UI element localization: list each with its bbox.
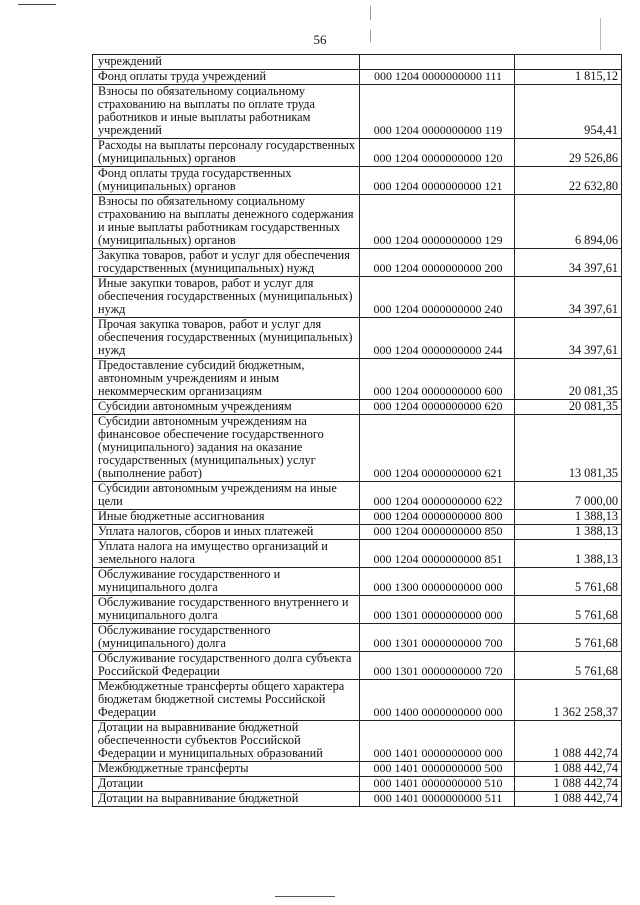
table-row [93,540,622,568]
row-code: 000 1204 0000000000 600 [360,359,515,400]
row-code: 000 1400 0000000000 000 [360,680,515,721]
table-row [93,680,622,721]
table-row [93,721,622,762]
row-name: Обслуживание государственного (муниципального) долга [98,623,271,650]
row-code: 000 1401 0000000000 500 [360,762,515,777]
row-name-cell [93,85,360,139]
row-amount: 34 397,61 [515,277,622,318]
page-number: 56 [313,32,327,47]
row-name-cell [93,652,360,680]
row-name: Иные бюджетные ассигнования [98,509,265,523]
row-name: Межбюджетные трансферты [98,761,249,775]
row-code: 000 1204 0000000000 129 [360,195,515,249]
row-name: Межбюджетные трансферты общего характера бюджетам бюджетной системы Российской Федерации [98,679,345,719]
table-row [93,482,622,510]
table-row [93,139,622,167]
row-code: 000 1204 0000000000 119 [360,85,515,139]
row-name: Расходы на выплаты персоналу государственных (муниципальных) органов [98,138,356,165]
row-name-cell [93,359,360,400]
row-code: 000 1301 0000000000 000 [360,596,515,624]
row-code: 000 1204 0000000000 851 [360,540,515,568]
row-name-cell [93,415,360,482]
row-name-cell [93,70,360,85]
table-row [93,195,622,249]
row-name: Взносы по обязательному социальному страхованию на выплаты по оплате труда работников и иные выплаты работникам учреждений [98,84,316,137]
table-row [93,652,622,680]
row-name: Дотации [98,776,144,790]
row-amount: 6 894,06 [515,195,622,249]
row-name: Закупка товаров, работ и услуг для обеспечения государственных (муниципальных) нужд [98,248,350,275]
row-amount: 29 526,86 [515,139,622,167]
table-row [93,249,622,277]
row-name: Фонд оплаты труда учреждений [98,69,267,83]
row-amount: 1 088 442,74 [515,777,622,792]
table-row [93,510,622,525]
row-code: 000 1204 0000000000 850 [360,525,515,540]
row-name: Предоставление субсидий бюджетным, автономным учреждениям и иным некоммерческим организациям [98,358,305,398]
table-row [93,85,622,139]
row-amount: 34 397,61 [515,249,622,277]
row-name-cell [93,777,360,792]
row-code: 000 1204 0000000000 111 [360,70,515,85]
row-name: Обслуживание государственного и муниципального долга [98,567,281,594]
row-amount: 34 397,61 [515,318,622,359]
row-amount: 5 761,68 [515,624,622,652]
row-name-cell [93,482,360,510]
row-amount: 13 081,35 [515,415,622,482]
table-row [93,167,622,195]
row-name-cell [93,139,360,167]
row-name: Иные закупки товаров, работ и услуг для обеспечения государственных (муниципальных) нужд [98,276,353,316]
row-name-cell [93,510,360,525]
row-amount [515,55,622,70]
row-name-cell [93,792,360,807]
row-amount: 5 761,68 [515,652,622,680]
row-amount: 1 388,13 [515,525,622,540]
row-name-cell [93,400,360,415]
row-name-cell [93,277,360,318]
row-name: учреждений [98,54,162,68]
row-name: Уплата налогов, сборов и иных платежей [98,524,314,538]
row-code: 000 1204 0000000000 120 [360,139,515,167]
scan-mark-top [18,4,56,5]
row-amount: 1 088 442,74 [515,721,622,762]
row-amount: 20 081,35 [515,359,622,400]
row-amount: 20 081,35 [515,400,622,415]
table-row [93,525,622,540]
table-row [93,318,622,359]
row-code: 000 1401 0000000000 511 [360,792,515,807]
table-row [93,568,622,596]
row-code: 000 1204 0000000000 200 [360,249,515,277]
row-name-cell [93,540,360,568]
row-name: Уплата налога на имущество организаций и земельного налога [98,539,328,566]
table-row [93,277,622,318]
row-amount: 7 000,00 [515,482,622,510]
table-row [93,359,622,400]
row-name: Дотации на выравнивание бюджетной [98,791,299,805]
row-amount: 954,41 [515,85,622,139]
table-row [93,55,622,70]
table-row [93,70,622,85]
row-code: 000 1204 0000000000 800 [360,510,515,525]
table-row [93,400,622,415]
row-name: Обслуживание государственного долга субъекта Российской Федерации [98,651,352,678]
row-code: 000 1301 0000000000 720 [360,652,515,680]
row-amount: 5 761,68 [515,568,622,596]
scan-artifact [370,6,371,20]
row-name: Субсидии автономным учреждениям на иные цели [98,481,337,508]
row-name: Субсидии автономным учреждениям на финансовое обеспечение государственного (муниципального) задания на оказание государственных (муниципальных) услуг (выполнение работ) [98,414,324,480]
table-row [93,762,622,777]
row-code [360,55,515,70]
scan-mark-bottom [275,896,335,897]
row-code: 000 1300 0000000000 000 [360,568,515,596]
row-name: Фонд оплаты труда государственных (муниципальных) органов [98,166,292,193]
row-code: 000 1401 0000000000 510 [360,777,515,792]
row-name-cell [93,721,360,762]
row-name: Прочая закупка товаров, работ и услуг для обеспечения государственных (муниципальных) нужд [98,317,353,357]
row-name-cell [93,762,360,777]
table-row [93,624,622,652]
row-name: Обслуживание государственного внутреннего и муниципального долга [98,595,349,622]
budget-table [92,54,622,807]
row-code: 000 1204 0000000000 621 [360,415,515,482]
table-row [93,596,622,624]
row-code: 000 1204 0000000000 121 [360,167,515,195]
row-name: Дотации на выравнивание бюджетной обеспеченности субъектов Российской Федерации и муниципальных образований [98,720,323,760]
row-code: 000 1204 0000000000 240 [360,277,515,318]
row-name-cell [93,596,360,624]
row-name-cell [93,55,360,70]
row-name-cell [93,624,360,652]
row-name-cell [93,525,360,540]
row-name-cell [93,195,360,249]
row-code: 000 1204 0000000000 622 [360,482,515,510]
row-name: Субсидии автономным учреждениям [98,399,292,413]
row-amount: 1 088 442,74 [515,792,622,807]
row-amount: 5 761,68 [515,596,622,624]
row-code: 000 1301 0000000000 700 [360,624,515,652]
row-code: 000 1204 0000000000 620 [360,400,515,415]
row-name-cell [93,318,360,359]
table-body [93,55,622,807]
row-amount: 22 632,80 [515,167,622,195]
table-row [93,777,622,792]
row-amount: 1 388,13 [515,540,622,568]
row-name: Взносы по обязательному социальному страхованию на выплаты денежного содержания и иные выплаты работникам государственных (муниципальных) органов [98,194,354,247]
row-amount: 1 388,13 [515,510,622,525]
row-amount: 1 815,12 [515,70,622,85]
row-amount: 1 362 258,37 [515,680,622,721]
row-name-cell [93,568,360,596]
row-name-cell [93,167,360,195]
row-name-cell [93,249,360,277]
table-row [93,415,622,482]
table-row [93,792,622,807]
row-code: 000 1401 0000000000 000 [360,721,515,762]
row-name-cell [93,680,360,721]
row-amount: 1 088 442,74 [515,762,622,777]
row-code: 000 1204 0000000000 244 [360,318,515,359]
